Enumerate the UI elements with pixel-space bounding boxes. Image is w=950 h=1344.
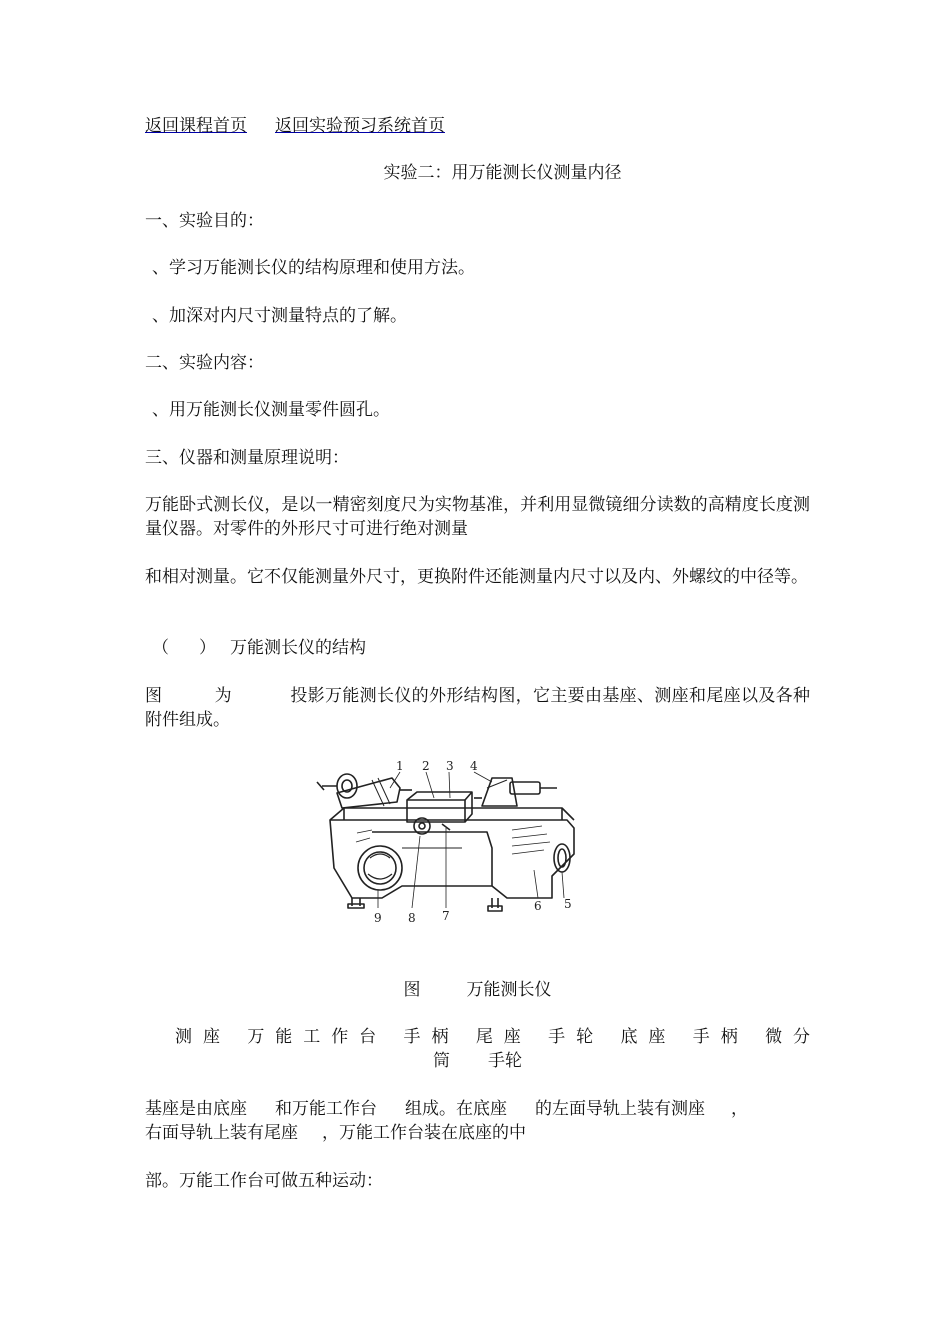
paragraph-2: 和相对测量。它不仅能测量外尺寸，更换附件还能测量内尺寸以及内、外螺纹的中径等。	[145, 567, 808, 587]
legend-item: 万能工作台	[247, 1027, 388, 1047]
para4-g: ，万能工作台装在底座的中	[322, 1123, 526, 1143]
figure-caption	[145, 978, 810, 1002]
paragraph-3	[145, 684, 810, 732]
figure-caption-fig: 图	[403, 980, 421, 1000]
legend-item: 尾座	[475, 1027, 532, 1047]
label-4: 4	[470, 759, 478, 773]
para4-c: 组成。在底座	[405, 1099, 507, 1119]
legend-item: 测座	[175, 1027, 231, 1047]
label-9: 9	[374, 911, 382, 925]
section-1-item-1: 、学习万能测长仪的结构原理和使用方法。	[152, 258, 475, 278]
label-7: 7	[442, 909, 450, 923]
paragraph-1: 万能卧式测长仪，是以一精密刻度尺为实物基准，并利用显微镜细分读数的高精度长度测量仪器。对零件的外形尺寸可进行绝对测量	[145, 495, 810, 539]
figure-caption-text: 万能测长仪	[466, 980, 552, 1000]
legend-row-1	[145, 1025, 810, 1049]
paragraph-5: 部。万能工作台可做五种运动：	[145, 1171, 383, 1191]
para4-d: 的左面导轨上装有测座	[535, 1099, 705, 1119]
para4-e: ，	[731, 1099, 748, 1119]
paren-close: ）	[199, 638, 216, 658]
legend-item: 底座	[620, 1027, 677, 1047]
paragraph-4-line-1	[145, 1097, 810, 1121]
link-lab-home[interactable]: 返回实验预习系统首页	[275, 116, 445, 136]
link-course-home[interactable]: 返回课程首页	[145, 116, 247, 136]
para3-fig: 图	[145, 686, 163, 706]
legend-item: 微分	[765, 1027, 811, 1047]
legend-item: 手柄	[692, 1027, 749, 1047]
legend-item: 筒	[433, 1051, 450, 1071]
paragraph-4-line-2	[145, 1121, 810, 1145]
subsection-1-heading	[152, 636, 817, 660]
subsection-1-text: 万能测长仪的结构	[230, 638, 366, 658]
label-3: 3	[446, 759, 454, 773]
para4-a: 基座是由底座	[145, 1099, 247, 1119]
page-title: 实验二：用万能测长仪测量内径	[383, 163, 622, 183]
section-2-item-1: 、用万能测长仪测量零件圆孔。	[152, 400, 390, 420]
label-2: 2	[422, 759, 430, 773]
paren-open: （	[152, 638, 169, 658]
legend-item: 手轮	[488, 1051, 522, 1071]
section-2-heading: 二、实验内容：	[145, 353, 264, 373]
para3-text: 投影万能测长仪的外形结构图，它主要由基座、测座和尾座以及各种附件组成。	[145, 686, 811, 730]
label-6: 6	[534, 899, 542, 913]
section-1-item-2: 、加深对内尺寸测量特点的了解。	[152, 306, 407, 326]
para4-b: 和万能工作台	[275, 1099, 377, 1119]
work-table	[407, 800, 465, 822]
label-8: 8	[408, 911, 416, 925]
nav-links	[145, 114, 810, 138]
para4-f: 右面导轨上装有尾座	[145, 1123, 298, 1143]
para3-is: 为	[214, 686, 233, 706]
section-3-heading: 三、仪器和测量原理说明：	[145, 448, 349, 468]
measuring-head	[337, 778, 400, 808]
instrument-figure	[312, 758, 582, 933]
label-1: 1	[396, 759, 404, 773]
legend-row-2	[145, 1049, 810, 1073]
label-5: 5	[564, 897, 572, 911]
section-1-heading: 一、实验目的：	[145, 211, 264, 231]
legend-item: 手柄	[403, 1027, 460, 1047]
legend-item: 手轮	[548, 1027, 605, 1047]
